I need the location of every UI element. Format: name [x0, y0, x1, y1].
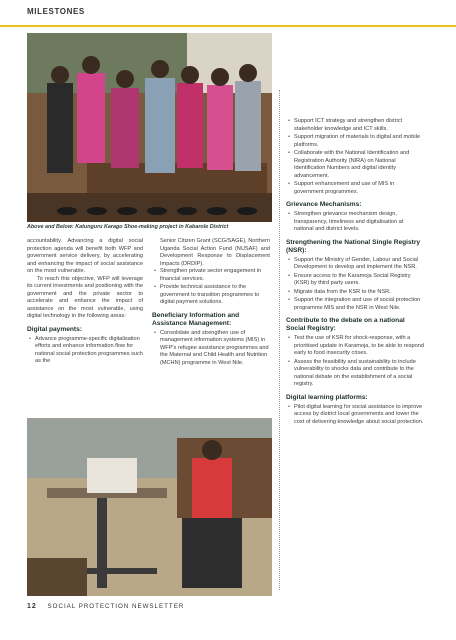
list-item: • Collaborate with the National Identification and Registration Authority (NIRA) on National Identification Numbers and digital identity advancement.	[286, 150, 424, 180]
nsr-list	[286, 257, 424, 313]
list-item: • Ensure access to the Karamoja Social Registry (KSR) by third party users.	[286, 273, 424, 288]
list-item: • Support the Ministry of Gender, Labour and Social Development to develop and implement the NSR.	[286, 257, 424, 272]
heading-social-registry-debate: Contribute to the debate on a national Social Registry:	[286, 317, 405, 332]
text-column-1	[27, 238, 143, 367]
list-item: • Pilot digital learning for social assistance to improve access by district local governments and lower the cost of delivering knowledge about social protection.	[286, 404, 424, 427]
continued-text: Senior Citizen Grant (SCG/SAGE), Northern Uganda Social Action Fund (NUSAF) and Development Response to Displacement Impacts (DRDIP).	[160, 238, 270, 267]
list-item: • Strengthen private sector engagement in financial services.	[152, 268, 270, 283]
list-item: • Support enhancement and use of MIS in government programmes.	[286, 181, 424, 196]
digital-payments-list-continued	[152, 268, 270, 307]
intro-paragraph: accountability. Advancing a digital social protection agenda will benefit both WFP and government service delivery, by accelerating and enhancing the impact of social assistance on the most vulnerable.	[27, 238, 143, 274]
list-item: • Consolidate and strengthen use of management information systems (MIS) in WFP's refugee assistance programmes and the Maternal and Child Health and Nutrition (MCHN) programme in West Nile.	[152, 330, 270, 368]
list-item: • Test the use of KSR for shock-response, with a prioritised update in Karamoja, to be able to respond early to food insecurity crises.	[286, 335, 424, 358]
page-number: 12	[27, 603, 37, 610]
list-item: • Assess the feasibility and sustainability to include vulnerability to shocks data and contribute to the national debate on the establishment of a social registry.	[286, 359, 424, 389]
photo-caption: Above and Below: Katunguru Karago Shoe-making project in Kabarole District	[27, 224, 229, 230]
grievance-list	[286, 211, 424, 234]
list-item: • Migrate data from the KSR to the NSR.	[286, 289, 424, 297]
column-divider	[279, 90, 280, 590]
page-header	[0, 0, 456, 30]
list-item: • Advance programme-specific digitalisation efforts and enhance information flow for national social protection programmes such as the	[27, 336, 143, 366]
list-item: • Support migration of materials to digital and mobile platforms.	[286, 134, 424, 149]
digital-payments-list	[27, 336, 143, 366]
beneficiary-list-continued	[286, 118, 424, 196]
heading-digital-payments: Digital payments:	[27, 325, 82, 333]
section-title: MILESTONES	[27, 7, 85, 16]
photo-sewing-workshop	[27, 418, 272, 596]
list-item: • Provide technical assistance to the government to transition programmes to digital payment solutions.	[152, 284, 270, 307]
debate-list	[286, 335, 424, 389]
heading-digital-learning: Digital learning platforms:	[286, 393, 368, 401]
beneficiary-list	[152, 330, 270, 368]
list-item: • Strengthen grievance mechanism design, transparency, timeliness and digitalisation at national and district levels.	[286, 211, 424, 234]
list-item: • Support the integration and use of social protection programme MIS and the NSR in West Nile.	[286, 297, 424, 312]
photo-sewing-workshop-art	[27, 418, 272, 596]
photo-shoe-makers-group	[27, 33, 272, 222]
text-column-3	[286, 118, 424, 427]
text-column-2	[152, 238, 270, 368]
publication-name: SOCIAL PROTECTION NEWSLETTER	[47, 603, 185, 610]
list-item: • Support ICT strategy and strengthen district stakeholder knowledge and ICT skills.	[286, 118, 424, 133]
heading-national-single-registry: Strengthening the National Single Registry (NSR):	[286, 238, 421, 254]
objective-paragraph: To reach this objective, WFP will leverage its current investments and positioning with the government and the private sector to accelerate and enhance the impact of assistance on the most vulnerable, using digital technology in the following areas:	[27, 275, 143, 319]
learning-list	[286, 404, 424, 427]
heading-beneficiary-information: Beneficiary Information and Assistance Management:	[152, 311, 240, 327]
page-footer	[27, 603, 184, 610]
header-rule	[0, 25, 456, 27]
heading-grievance-mechanisms: Grievance Mechanisms:	[286, 201, 362, 208]
photo-shoe-makers-group-art	[27, 33, 272, 222]
